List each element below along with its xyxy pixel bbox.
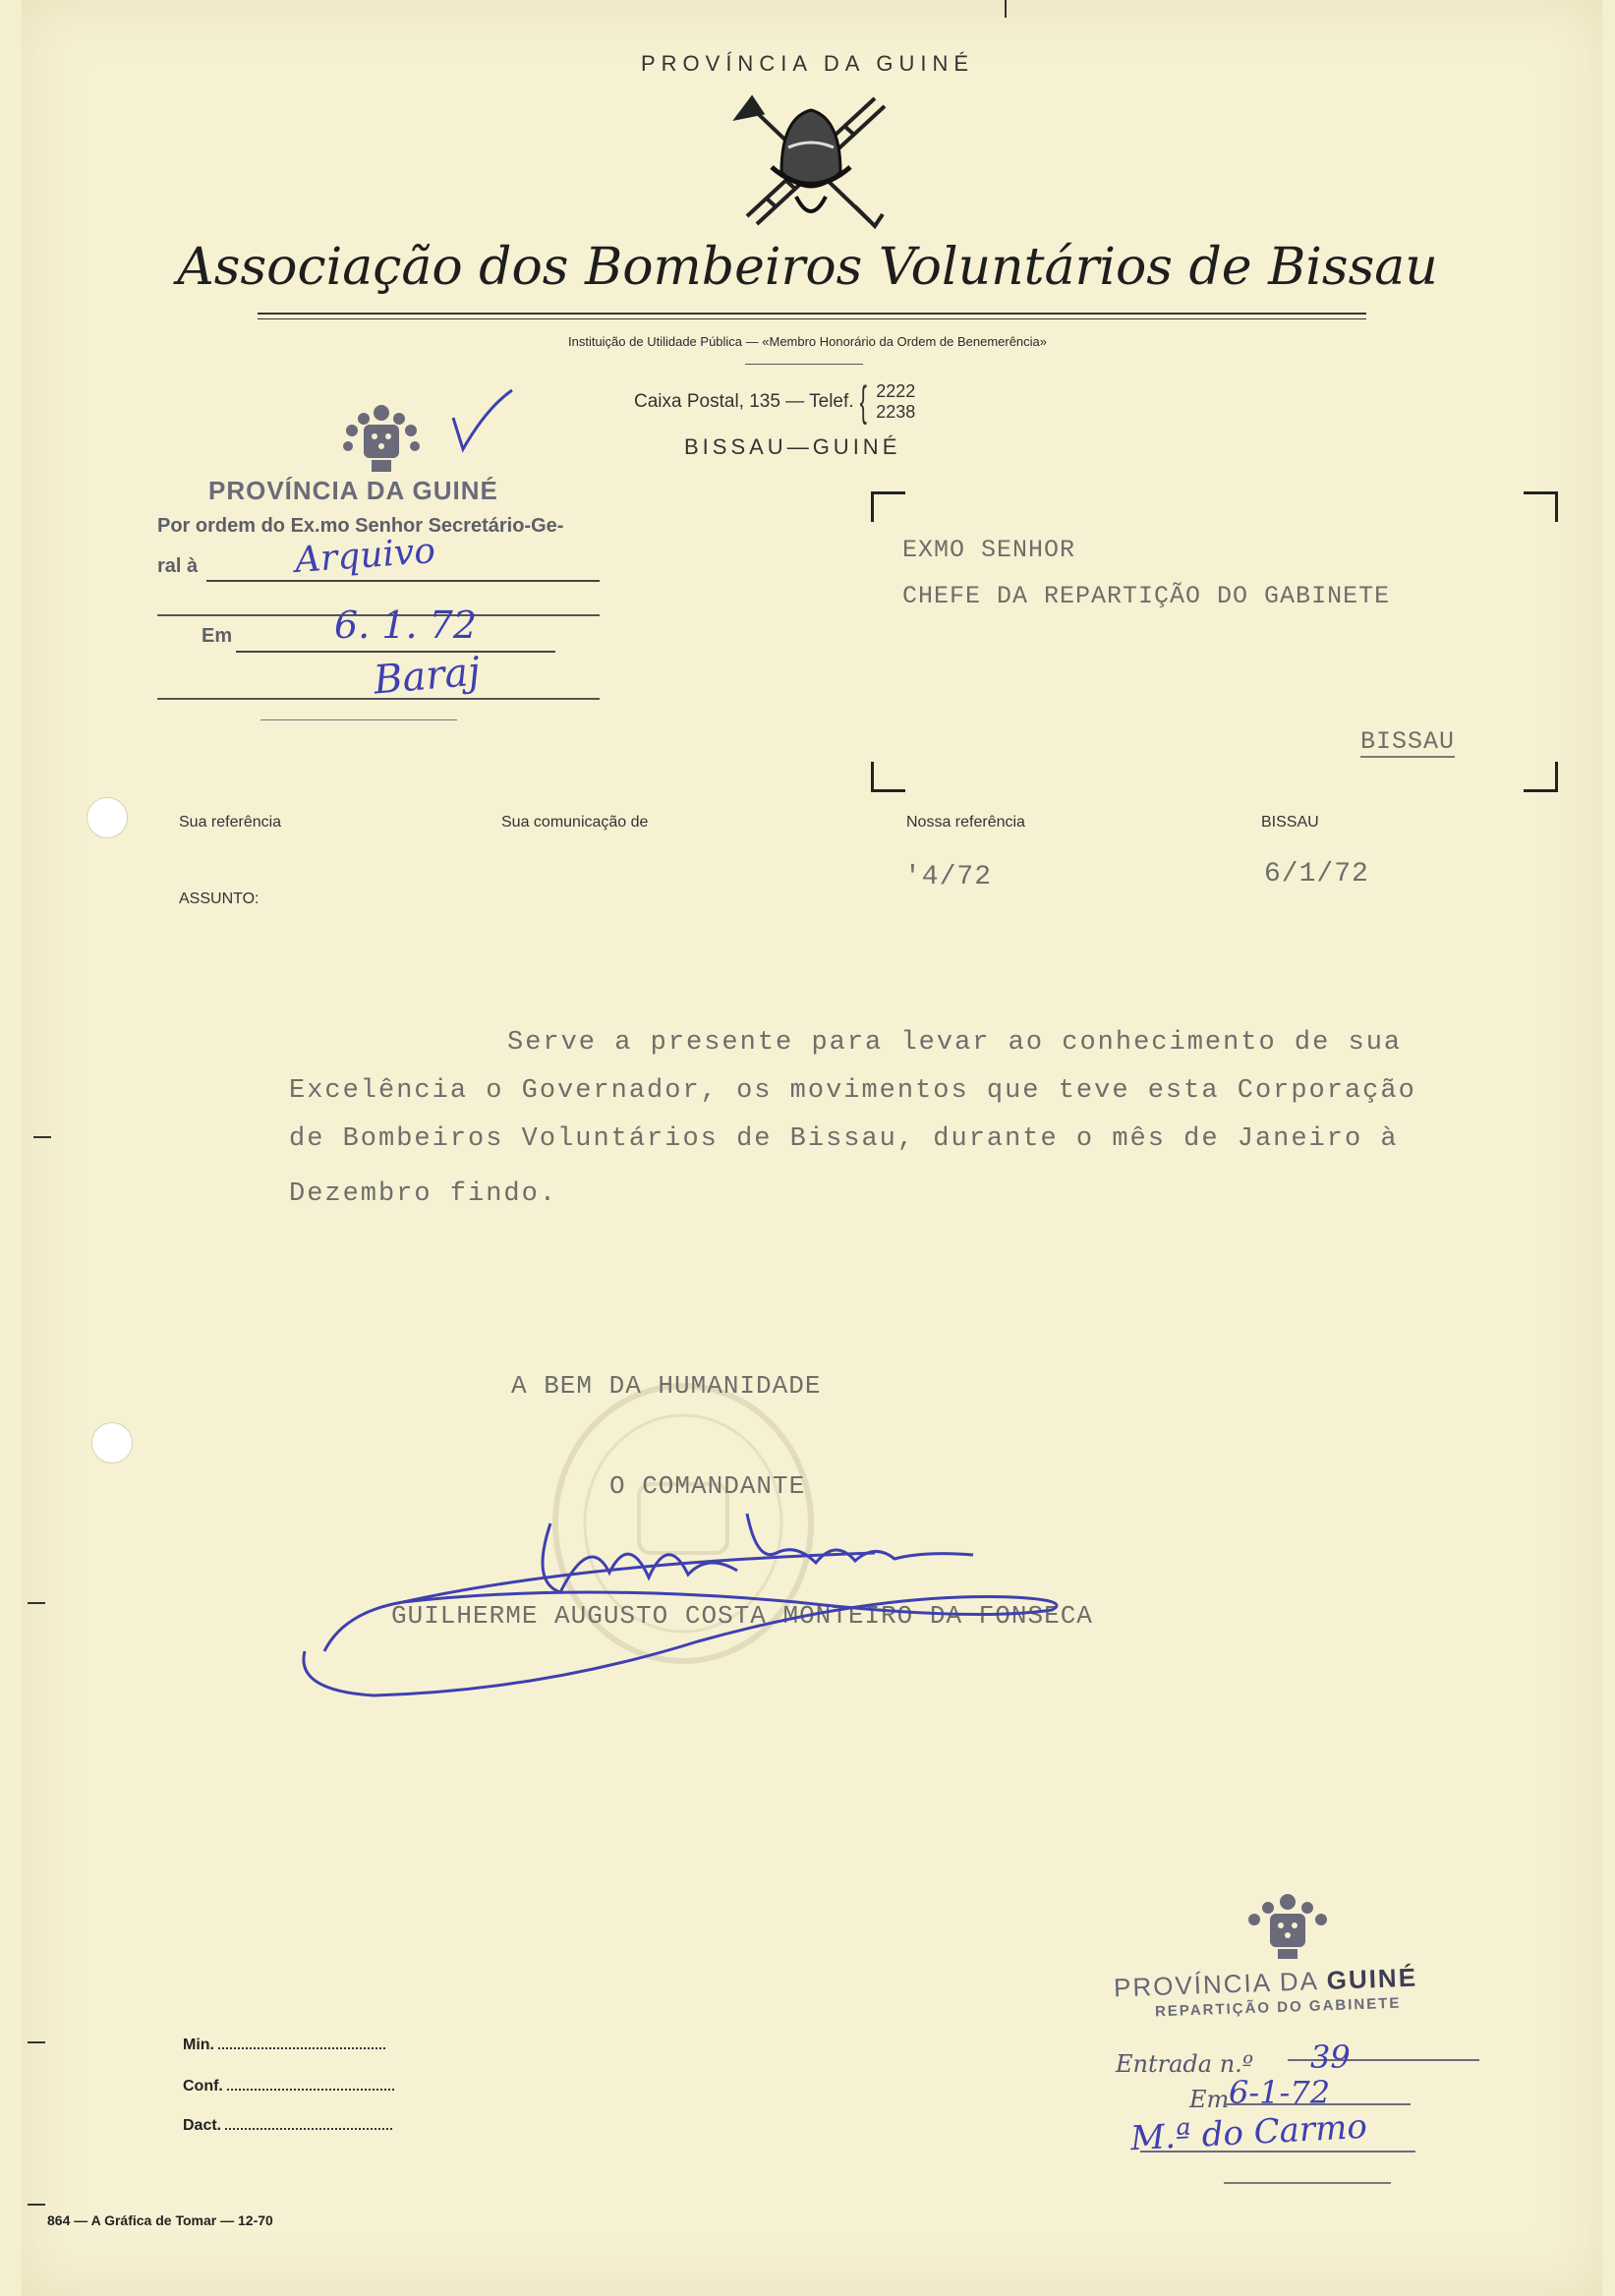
entry-stamp-em-label: Em (1189, 2086, 1230, 2113)
receipt-stamp-ral-text: ral à (157, 555, 199, 577)
phone-1: 2222 (876, 381, 916, 401)
footer-min-field (183, 2037, 385, 2054)
receipt-stamp-order-text: Por ordem do Ex.mo Senhor Secretário-Ge- (157, 515, 564, 537)
coat-of-arms-icon (334, 401, 429, 476)
handwritten-entry-date: 6-1-72 (1229, 2074, 1331, 2111)
footer-conf-label: Conf. (183, 2078, 223, 2095)
caixa-postal: Caixa Postal, 135 — Telef. (634, 391, 854, 413)
check-mark-icon (447, 388, 516, 457)
body-line: Excelência o Governador, os movimentos que teve esta Corporação (289, 1076, 1416, 1106)
margin-tick (28, 1602, 45, 1604)
entry-stamp-subtitle: REPARTIÇÃO DO GABINETE (1154, 1994, 1402, 2021)
footer-dotted-line (218, 2047, 385, 2049)
addressee-title: CHEFE DA REPARTIÇÃO DO GABINETE (902, 582, 1391, 610)
brace-glyph: { (859, 377, 867, 426)
handwritten-entry-number: 39 (1310, 2038, 1351, 2076)
address-frame-corner (1524, 762, 1558, 792)
footer-dact-field (183, 2117, 392, 2135)
printer-imprint: 864 — A Gráfica de Tomar — 12-70 (47, 2212, 273, 2228)
signatory-title: O COMANDANTE (609, 1471, 806, 1501)
punch-hole-bottom (91, 1422, 133, 1464)
contact-line (634, 377, 916, 426)
body-line: de Bombeiros Voluntários de Bissau, durante o mês de Janeiro à (289, 1124, 1399, 1154)
handwritten-signature-icon (285, 1494, 1091, 1710)
handwritten-destination: Arquivo (293, 531, 437, 581)
footer-min-label: Min. (183, 2037, 214, 2053)
margin-tick (33, 1136, 51, 1138)
footer-dact-label: Dact. (183, 2117, 222, 2134)
divider (745, 364, 863, 365)
receipt-stamp-em-label: Em (202, 625, 233, 647)
divider (258, 318, 1366, 319)
nossa-referencia-value: '4/72 (904, 862, 993, 892)
punch-hole-top (87, 797, 128, 838)
address-frame-corner (871, 762, 905, 792)
label-sua-referencia: Sua referência (179, 814, 282, 831)
receipt-stamp-title: PROVÍNCIA DA GUINÉ (208, 476, 498, 505)
addressee-city: BISSAU (1360, 727, 1456, 756)
organization-name: Associação dos Bombeiros Voluntários de Bissau (177, 238, 1438, 297)
stamp-rule (260, 719, 457, 720)
margin-tick (28, 2204, 45, 2206)
label-nossa-referencia: Nossa referência (906, 814, 1025, 831)
label-place: BISSAU (1261, 814, 1319, 831)
province-header: PROVÍNCIA DA GUINÉ (640, 51, 975, 76)
margin-tick (28, 2041, 45, 2043)
coat-of-arms-icon (1239, 1892, 1337, 1963)
phone-numbers (876, 381, 915, 423)
divider (258, 313, 1366, 315)
entry-stamp-title-part1: PROVÍNCIA DA (1113, 1965, 1328, 2003)
letter-date: 6/1/72 (1264, 859, 1369, 890)
label-assunto: ASSUNTO: (179, 890, 260, 907)
label-sua-comunicacao: Sua comunicação de (501, 814, 649, 831)
footer-dotted-line (225, 2128, 392, 2130)
top-edge-mark (1005, 0, 1007, 18)
firefighter-emblem-icon (727, 88, 894, 231)
stamp-rule (236, 651, 555, 653)
handwritten-initials: Baraj (372, 649, 483, 704)
signatory-name: GUILHERME AUGUSTO COSTA MONTEIRO DA FONSECA (391, 1601, 1093, 1631)
body-line: Serve a presente para levar ao conhecimento de sua (507, 1028, 1403, 1058)
entry-stamp-title-part2: GUINÉ (1326, 1962, 1418, 1995)
footer-conf-field (183, 2078, 394, 2095)
handwritten-receipt-date: 6. 1. 72 (334, 603, 478, 647)
stamp-rule (1224, 2182, 1391, 2184)
closing-salutation: A BEM DA HUMANIDADE (511, 1371, 822, 1401)
body-line: Dezembro findo. (289, 1179, 558, 1209)
stamp-rule (206, 580, 600, 582)
phone-2: 2238 (876, 402, 916, 422)
address-frame-corner (1524, 491, 1558, 522)
addressee-salutation: EXMO SENHOR (902, 536, 1076, 564)
address-frame-corner (871, 491, 905, 522)
letterhead-city: BISSAU—GUINÉ (684, 434, 901, 459)
footer-dotted-line (227, 2089, 394, 2091)
entry-stamp-entrada-label: Entrada n.º (1116, 2050, 1254, 2078)
organization-subtitle: Instituição de Utilidade Pública — «Membro Honorário da Ordem de Benemerência» (567, 334, 1048, 349)
handwritten-clerk-signature: M.ª do Carmo (1129, 2106, 1368, 2159)
